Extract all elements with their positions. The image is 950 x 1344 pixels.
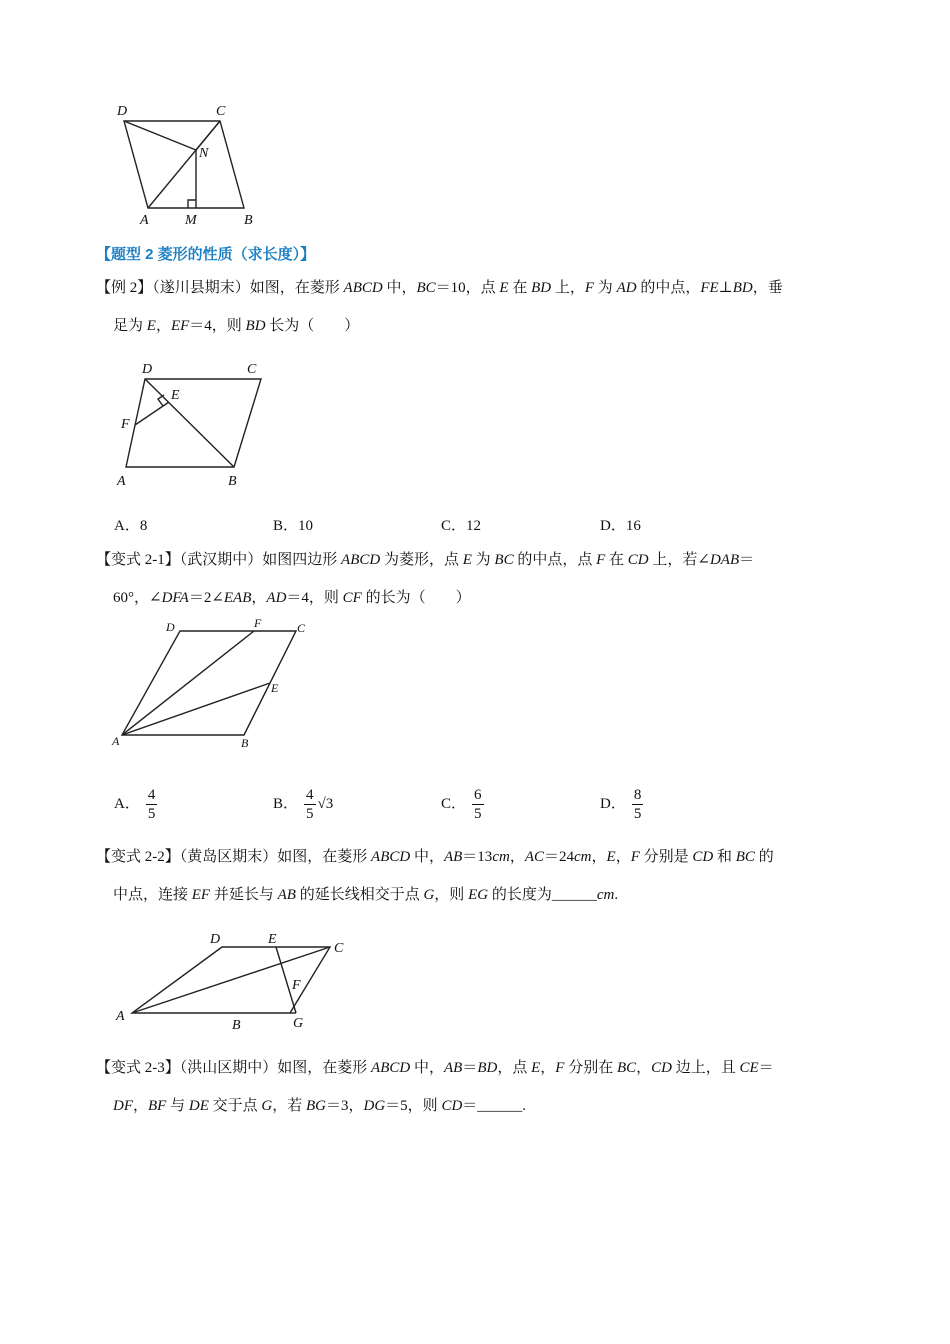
label-f: F (254, 616, 262, 630)
variant23-tag: 【变式 2-3】 (96, 1060, 180, 1076)
label-f: F (292, 978, 301, 993)
label-c: C (247, 362, 257, 377)
segment-dn (124, 121, 196, 150)
figure-variant22 (110, 925, 370, 1035)
label-d: D (117, 104, 128, 119)
variant22-source: （黄岛区期末） (179, 849, 278, 865)
label-e: E (171, 388, 180, 403)
label-e: E (268, 932, 277, 947)
label-a: A (140, 213, 149, 228)
variant23-line2: DF，BF 与 DE 交于点 G，若 BG＝3，DG＝5，则 CD＝______. (113, 1098, 527, 1114)
variant21-line1: 【变式 2-1】（武汉期中）如图四边形 ABCD 为菱形，点 E 为 BC 的中点，点 F 在 CD 上，若∠DAB＝ (96, 552, 755, 568)
variant22-tag: 【变式 2-2】 (96, 849, 180, 865)
answer-blank[interactable]: ______ (551, 887, 597, 903)
label-d: D (166, 620, 175, 634)
label-c: C (216, 104, 226, 119)
label-b: B (241, 736, 249, 750)
label-d: D (210, 932, 221, 947)
variant21-line2: 60°，∠DFA＝2∠EAB，AD＝4，则 CF 的长为（ ） (113, 590, 471, 606)
label-b: B (228, 474, 237, 489)
option-b[interactable]: B． $\frac{4}{5}$ √3 (273, 787, 334, 822)
figure-rhombus-anm (110, 100, 270, 230)
label-a: A (116, 1009, 125, 1024)
example2-tag: 【例 2】 (96, 280, 153, 296)
figure-variant22-svg (110, 925, 370, 1035)
right-angle-mark (188, 200, 196, 208)
label-c: C (297, 621, 306, 635)
label-c: C (334, 941, 344, 956)
label-b: B (232, 1018, 241, 1033)
option-c[interactable]: C． $\frac{6}{5}$ (441, 787, 482, 822)
option-d[interactable]: D．16 (600, 518, 641, 534)
variant23-line1: 【变式 2-3】（洪山区期中）如图，在菱形 ABCD 中，AB＝BD，点 E，F 分别在 BC，CD 边上，且 CE＝ (96, 1060, 774, 1076)
diagonal-bd (145, 379, 234, 467)
option-c[interactable]: C．12 (441, 518, 482, 534)
label-e: E (271, 681, 279, 695)
fraction: $\frac{4}{5}$ (147, 787, 156, 822)
figure-example2-svg (110, 355, 270, 495)
label-f: F (121, 417, 130, 432)
label-g: G (293, 1016, 304, 1031)
rhombus-outline (126, 379, 261, 467)
variant22-line1: 【变式 2-2】（黄岛区期末）如图，在菱形 ABCD 中，AB＝13cm，AC＝24cm，E，F 分别是 CD 和 BC 的 (96, 849, 774, 865)
fraction: $\frac{6}{5}$ (474, 787, 482, 822)
label-a: A (112, 734, 120, 748)
label-m: M (185, 213, 197, 228)
radical-sqrt3: √3 (317, 796, 334, 812)
label-d: D (142, 362, 153, 377)
label-b: B (244, 213, 253, 228)
fraction: $\frac{8}{5}$ (633, 787, 642, 822)
variant23-source: （洪山区期中） (179, 1060, 278, 1076)
figure-rhombus-anm-svg (110, 100, 270, 230)
figure-variant21 (108, 615, 328, 755)
segment-af (122, 631, 254, 735)
example2-line1: 【例 2】（遂川县期末）如图，在菱形 ABCD 中，BC＝10，点 E 在 BD 上，F 为 AD 的中点，FE⊥BD，垂 (96, 280, 783, 296)
segment-fe (135, 402, 169, 425)
figure-variant21-svg (108, 615, 328, 755)
figure-example2 (110, 355, 270, 495)
option-b[interactable]: B．10 (273, 518, 314, 534)
example2-line2: 足为 E，EF＝4，则 BD 长为（ ） (113, 318, 360, 334)
label-n: N (199, 146, 209, 161)
answer-blank[interactable]: ______ (477, 1098, 523, 1114)
variant21-tag: 【变式 2-1】 (96, 552, 180, 568)
segment-ac (148, 121, 220, 208)
example2-source: （遂川县期末） (152, 280, 250, 296)
variant21-source: （武汉期中） (179, 552, 263, 568)
section-heading-2: 【题型 2 菱形的性质（求长度）】 (96, 246, 316, 263)
label-a: A (117, 474, 126, 489)
variant22-line2: 中点，连接 EF 并延长与 AB 的延长线相交于点 G，则 EG 的长度为______cm. (113, 887, 619, 903)
option-d[interactable]: D． $\frac{8}{5}$ (600, 787, 642, 822)
option-a[interactable]: A． $\frac{4}{5}$ (114, 787, 156, 822)
option-a[interactable]: A．8 (114, 518, 148, 534)
fraction: $\frac{4}{5}$ (306, 787, 314, 822)
